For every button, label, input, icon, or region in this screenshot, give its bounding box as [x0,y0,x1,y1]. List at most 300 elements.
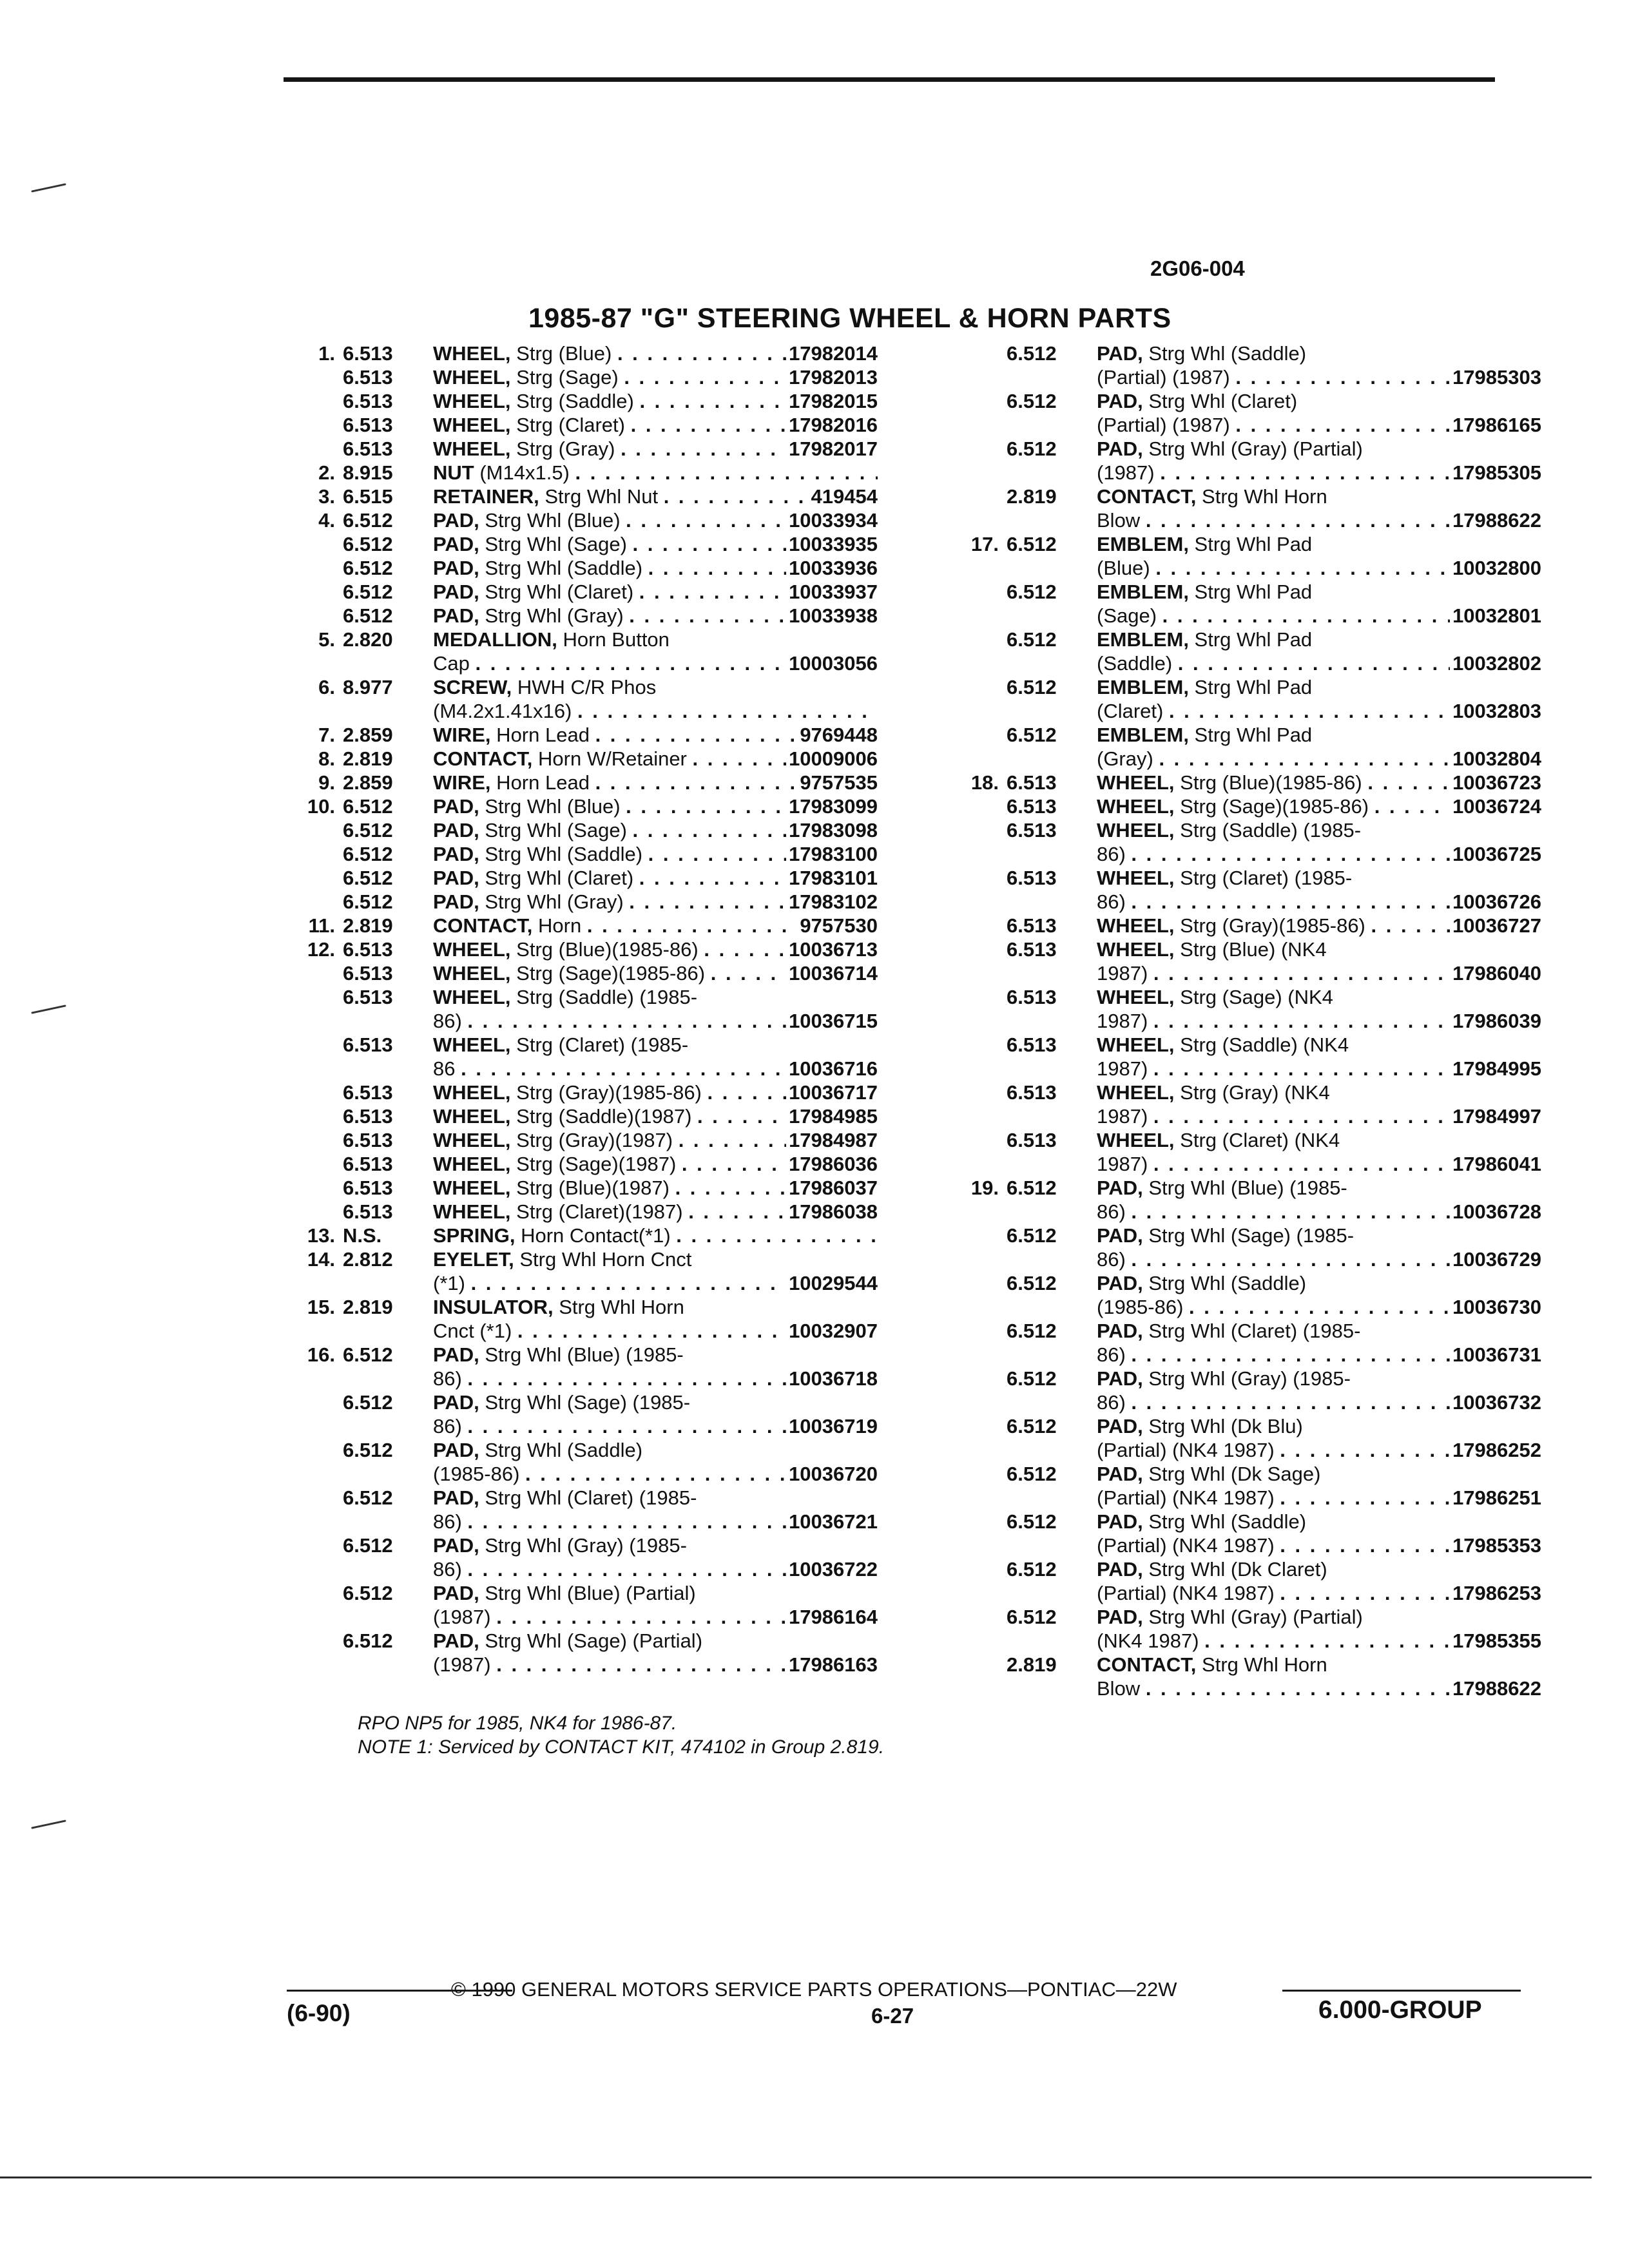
leader-dots [1159,747,1450,771]
part-description [433,1224,878,1247]
part-description [433,1533,878,1581]
part-name: EMBLEM, [1097,724,1189,746]
group-number: 2.819 [343,747,393,770]
note-rpo: RPO NP5 for 1985, NK4 for 1986-87. [358,1713,677,1734]
parts-entry [928,532,1547,580]
ref-number: 14. [307,1248,335,1271]
ref-number [264,1176,343,1200]
part-description [1097,1033,1541,1081]
group-number: 6.512 [1007,1272,1057,1294]
part-name: WHEEL, [433,390,511,412]
ref-number: 6. [318,676,335,698]
part-number: 10036730 [1452,1296,1541,1318]
group-number: 6.513 [343,1105,393,1128]
part-detail: Strg (Sage)(1987) [510,1153,682,1175]
parts-entry [928,1653,1547,1700]
part-description [433,914,878,937]
leader-dots [525,1462,786,1486]
part-description [1097,485,1541,532]
group-number: 6.512 [343,1343,393,1366]
parts-entry [928,437,1547,485]
group-number: 6.513 [343,1153,393,1175]
description-line [433,1581,878,1605]
description-line [433,1414,878,1438]
part-name: WHEEL, [433,1105,511,1128]
parts-entry [264,1581,883,1629]
group-number: 2.819 [343,914,393,937]
description-line [1097,604,1541,628]
ref-number [928,1033,1007,1081]
part-description [1097,818,1541,866]
part-number: 10036723 [1452,771,1541,794]
part-number: 17986163 [789,1653,878,1676]
part-detail: Strg Whl Pad [1188,724,1313,746]
part-description [1097,1319,1541,1367]
parts-entry [928,1462,1547,1510]
description-line [433,985,878,1009]
part-detail: Strg Whl (Claret) (1985- [479,1486,697,1509]
part-detail: Horn Lead [490,771,595,794]
leader-dots [704,937,786,961]
part-name: EMBLEM, [1097,628,1189,651]
parts-entry [928,937,1547,985]
part-number: 17986041 [1452,1153,1541,1175]
description-line [433,341,878,365]
part-detail: Strg (Sage)(1985-86) [1174,795,1374,818]
description-line [1097,1438,1541,1462]
parts-entry [264,1486,883,1533]
part-number: 10033934 [789,509,878,532]
leader-dots [1280,1533,1450,1557]
part-name: WHEEL, [1097,867,1175,889]
part-detail: 86) [1097,1248,1132,1271]
leader-dots [1153,961,1450,985]
description-line [1097,1581,1541,1605]
leader-dots [697,1104,786,1128]
description-line [433,1605,878,1629]
part-name: WHEEL, [433,1153,511,1175]
part-detail: (Saddle) [1097,652,1178,675]
description-line [433,890,878,914]
part-name: PAD, [1097,1606,1143,1628]
parts-entry [928,389,1547,437]
ref-number: 19. [970,1177,999,1199]
leader-dots [639,389,786,413]
part-number: 17986039 [1452,1010,1541,1032]
ref-number [264,1152,343,1176]
part-detail: (1987) [433,1606,497,1628]
part-detail: Strg Whl Pad [1188,628,1313,651]
group-number: 6.512 [343,795,393,818]
bottom-rule [0,2177,1592,2178]
description-line [433,723,878,747]
parts-list-right-column [928,341,1547,1700]
group-number: 6.513 [1007,1081,1057,1104]
part-name: PAD, [1097,1510,1143,1533]
description-line [433,866,878,890]
ref-number [928,1224,1007,1271]
part-detail: Strg (Sage) [510,366,624,389]
description-line [433,532,878,556]
page-title: 1985-87 "G" STEERING WHEEL & HORN PARTS [528,303,1171,334]
description-line [433,1200,878,1224]
part-detail: Strg (Sage) (NK4 [1174,986,1333,1008]
ref-number [264,1438,343,1486]
part-name: PAD, [1097,1463,1143,1485]
description-line [1097,771,1541,794]
part-number: 10036728 [1452,1200,1541,1223]
part-detail: (1985-86) [1097,1296,1190,1318]
ref-number [928,1414,1007,1462]
parts-entry [264,1390,883,1438]
leader-dots [639,866,786,890]
part-description [1097,771,1541,794]
group-number: 2.859 [343,771,393,794]
part-name: WHEEL, [1097,986,1175,1008]
part-description [433,890,878,914]
leader-dots [679,1128,786,1152]
leader-dots [467,1009,786,1033]
part-detail: (1987) [433,1653,497,1676]
part-detail: (M4.2x1.41x16) [433,700,577,722]
leader-dots [682,1152,786,1176]
parts-entry [928,1128,1547,1176]
leader-dots [496,1605,786,1629]
group-number: N.S. [343,1224,382,1247]
part-name: PAD, [433,581,479,603]
parts-entry [928,1224,1547,1271]
parts-entry [264,365,883,389]
part-description [433,818,878,842]
part-detail: Strg Whl (Saddle) [479,557,648,579]
leader-dots [664,485,809,508]
part-name: PAD, [433,1629,479,1652]
parts-entry [928,1271,1547,1319]
description-line [1097,818,1541,842]
description-line [433,1104,878,1128]
description-line [1097,1295,1541,1319]
group-number: 6.513 [343,1081,393,1104]
group-number: 6.512 [343,1629,393,1652]
part-detail: 86) [433,1010,468,1032]
part-description [433,1176,878,1200]
parts-entry [264,985,883,1033]
group-number: 6.512 [343,1439,393,1461]
description-line [1097,437,1541,461]
part-number: 17982015 [789,390,878,412]
ref-number [264,985,343,1033]
part-description [433,580,878,604]
leader-dots [467,1557,786,1581]
part-detail: Strg Whl (Saddle) [479,843,648,865]
part-detail: (Partial) (NK4 1987) [1097,1534,1280,1557]
group-number: 6.512 [1007,628,1057,651]
part-description [433,1581,878,1629]
part-detail: 86) [1097,890,1132,913]
part-number: 10036719 [789,1415,878,1437]
ref-number [264,1081,343,1104]
group-number: 2.859 [343,724,393,746]
leader-dots [467,1367,786,1390]
part-name: EYELET, [433,1248,514,1271]
group-number: 6.512 [343,509,393,532]
parts-entry [928,1414,1547,1462]
leader-dots [1131,842,1450,866]
part-detail: Strg (Claret) (1985- [510,1033,689,1056]
part-description [433,532,878,556]
part-detail: (Claret) [1097,700,1169,722]
part-name: EMBLEM, [1097,533,1189,555]
part-detail: Strg Whl (Saddle) [1142,342,1307,365]
part-name: WHEEL, [433,1177,511,1199]
part-name: PAD, [1097,342,1143,365]
part-name: PAD, [1097,1415,1143,1437]
group-number: 6.512 [343,533,393,555]
part-description [433,341,878,365]
part-name: WHEEL, [433,437,511,460]
part-number: 17983101 [789,867,878,889]
part-detail: Strg Whl Horn [553,1296,684,1318]
part-name: WHEEL, [433,962,511,985]
leader-dots [1160,461,1450,485]
part-name: WHEEL, [433,1033,511,1056]
part-detail: (Partial) (NK4 1987) [1097,1582,1280,1604]
parts-entry [264,842,883,866]
group-number: 6.512 [1007,1606,1057,1628]
group-number: 6.512 [1007,1558,1057,1581]
leader-dots [475,651,786,675]
part-name: PAD, [433,1582,479,1604]
part-detail: Horn [532,914,587,937]
description-line [1097,1200,1541,1224]
part-number: 17986252 [1452,1439,1541,1461]
leader-dots [1153,1009,1450,1033]
parts-entry [264,890,883,914]
ref-number [928,580,1007,628]
parts-entry [264,914,883,937]
description-line [1097,461,1541,485]
description-line [433,413,878,437]
part-detail: Strg (Claret) [510,414,631,436]
ref-number [264,890,343,914]
part-number: 10036729 [1452,1248,1541,1271]
group-number: 6.513 [343,938,393,961]
part-name: PAD, [433,1486,479,1509]
part-detail: Strg Whl (Claret) [1142,390,1298,412]
description-line [1097,1510,1541,1533]
part-name: WIRE, [433,771,491,794]
ref-number: 18. [970,771,999,794]
part-detail: 86) [433,1415,468,1437]
part-number: 10036716 [789,1057,878,1080]
part-number: 10032801 [1452,604,1541,627]
group-number: 6.513 [343,962,393,985]
parts-entry [264,1128,883,1152]
ref-number [928,437,1007,485]
description-line [433,699,878,723]
description-line [1097,651,1541,675]
part-detail: (M14x1.5) [474,461,575,484]
parts-entry [264,1200,883,1224]
ref-number: 16. [307,1343,335,1366]
ref-number: 7. [318,724,335,746]
part-detail: Strg Whl Nut [539,485,664,508]
description-line [1097,341,1541,365]
part-detail: 86 [433,1057,461,1080]
description-line [1097,675,1541,699]
part-detail: Strg Whl (Blue) (1985- [479,1343,684,1366]
leader-dots [676,1224,878,1247]
ref-number: 12. [307,938,335,961]
part-detail: Strg (Gray) [510,437,621,460]
part-number: 10032800 [1452,557,1541,579]
part-detail: (Partial) (1987) [1097,366,1236,389]
leader-dots [629,604,786,628]
ref-number: 13. [307,1224,335,1247]
group-number: 6.512 [343,890,393,913]
ref-number [928,1319,1007,1367]
part-name: PAD, [433,795,479,818]
part-description [1097,1367,1541,1414]
part-name: PAD, [433,1439,479,1461]
description-line [1097,890,1541,914]
group-number: 6.512 [343,819,393,841]
leader-dots [633,818,787,842]
parts-entry [264,1629,883,1677]
part-description [433,961,878,985]
ref-number [264,1581,343,1629]
group-number: 6.513 [1007,1033,1057,1056]
part-detail: Strg (Gray)(1987) [510,1129,679,1151]
part-description [1097,1605,1541,1653]
description-line [1097,1677,1541,1700]
leader-dots [624,365,786,389]
part-description [1097,1128,1541,1176]
part-name: CONTACT, [433,914,533,937]
part-description [1097,389,1541,437]
group-number: 2.812 [343,1248,393,1271]
binder-hole-mark [31,183,66,192]
description-line [433,461,878,485]
parts-entry [264,937,883,961]
description-line [433,1271,878,1295]
part-detail: Strg Whl (Gray) (1985- [479,1534,687,1557]
part-detail: Strg Whl (Claret) [479,581,639,603]
part-name: WHEEL, [433,938,511,961]
ref-number [928,341,1007,389]
part-description [1097,1462,1541,1510]
description-line [1097,1414,1541,1438]
part-detail: Strg Whl (Sage) (Partial) [479,1629,703,1652]
description-line [433,365,878,389]
part-name: PAD, [433,819,479,841]
part-detail: Strg (Gray) (NK4 [1174,1081,1330,1104]
part-detail: 1987) [1097,962,1153,985]
part-description [433,1343,878,1390]
part-detail: Strg (Claret) (1985- [1174,867,1353,889]
description-line [433,1176,878,1200]
group-number: 6.512 [1007,1320,1057,1342]
part-number: 10009006 [789,747,878,770]
part-name: PAD, [433,604,479,627]
description-line [1097,1081,1541,1104]
part-description [433,1081,878,1104]
part-number: 17986164 [789,1606,878,1628]
part-name: WHEEL, [433,986,511,1008]
part-name: PAD, [1097,1177,1143,1199]
part-name: SCREW, [433,676,512,698]
leader-dots [1189,1295,1450,1319]
description-line [1097,1104,1541,1128]
part-description [1097,437,1541,485]
parts-entry [928,580,1547,628]
part-description [433,1438,878,1486]
ref-number [928,1605,1007,1653]
part-description [433,866,878,890]
description-line [433,1033,878,1057]
part-number: 17983098 [789,819,878,841]
part-description [433,1152,878,1176]
top-rule [284,77,1495,82]
ref-number [264,961,343,985]
part-number: 17985355 [1452,1629,1541,1652]
part-detail: Strg (Saddle) (1985- [510,986,698,1008]
description-line [1097,389,1541,413]
description-line [1097,1533,1541,1557]
description-line [1097,1367,1541,1390]
ref-number [264,1486,343,1533]
description-line [1097,1033,1541,1057]
part-description [1097,628,1541,675]
group-number: 6.512 [1007,342,1057,365]
ref-number: 1. [318,342,335,365]
part-detail: (Partial) (NK4 1987) [1097,1439,1280,1461]
parts-entry [264,485,883,508]
description-line [1097,914,1541,937]
part-description [1097,580,1541,628]
leader-dots [1178,651,1450,675]
part-detail: Strg Whl (Blue) (Partial) [479,1582,696,1604]
description-line [433,1367,878,1390]
group-number: 6.513 [343,390,393,412]
ref-number [264,532,343,556]
part-detail: Strg Whl (Gray) (Partial) [1142,1606,1363,1628]
part-detail: Strg Whl (Blue) [479,795,626,818]
part-detail: (1987) [1097,461,1161,484]
group-number: 6.512 [1007,676,1057,698]
part-detail: 86) [433,1367,468,1390]
ref-number [264,842,343,866]
part-description [433,628,878,675]
parts-entry [928,1510,1547,1557]
description-line [1097,1057,1541,1081]
description-line [433,1653,878,1677]
part-name: PAD, [433,843,479,865]
parts-entry [928,1319,1547,1367]
description-line [1097,699,1541,723]
description-line [433,389,878,413]
description-line [1097,961,1541,985]
ref-number: 4. [318,509,335,532]
ref-number [264,580,343,604]
part-description [433,389,878,413]
group-number: 6.512 [1007,724,1057,746]
part-detail: Strg (Blue) (NK4 [1174,938,1327,961]
group-number: 8.915 [343,461,393,484]
leader-dots [1204,1629,1450,1653]
ref-number: 8. [318,747,335,770]
group-number: 6.513 [343,437,393,460]
